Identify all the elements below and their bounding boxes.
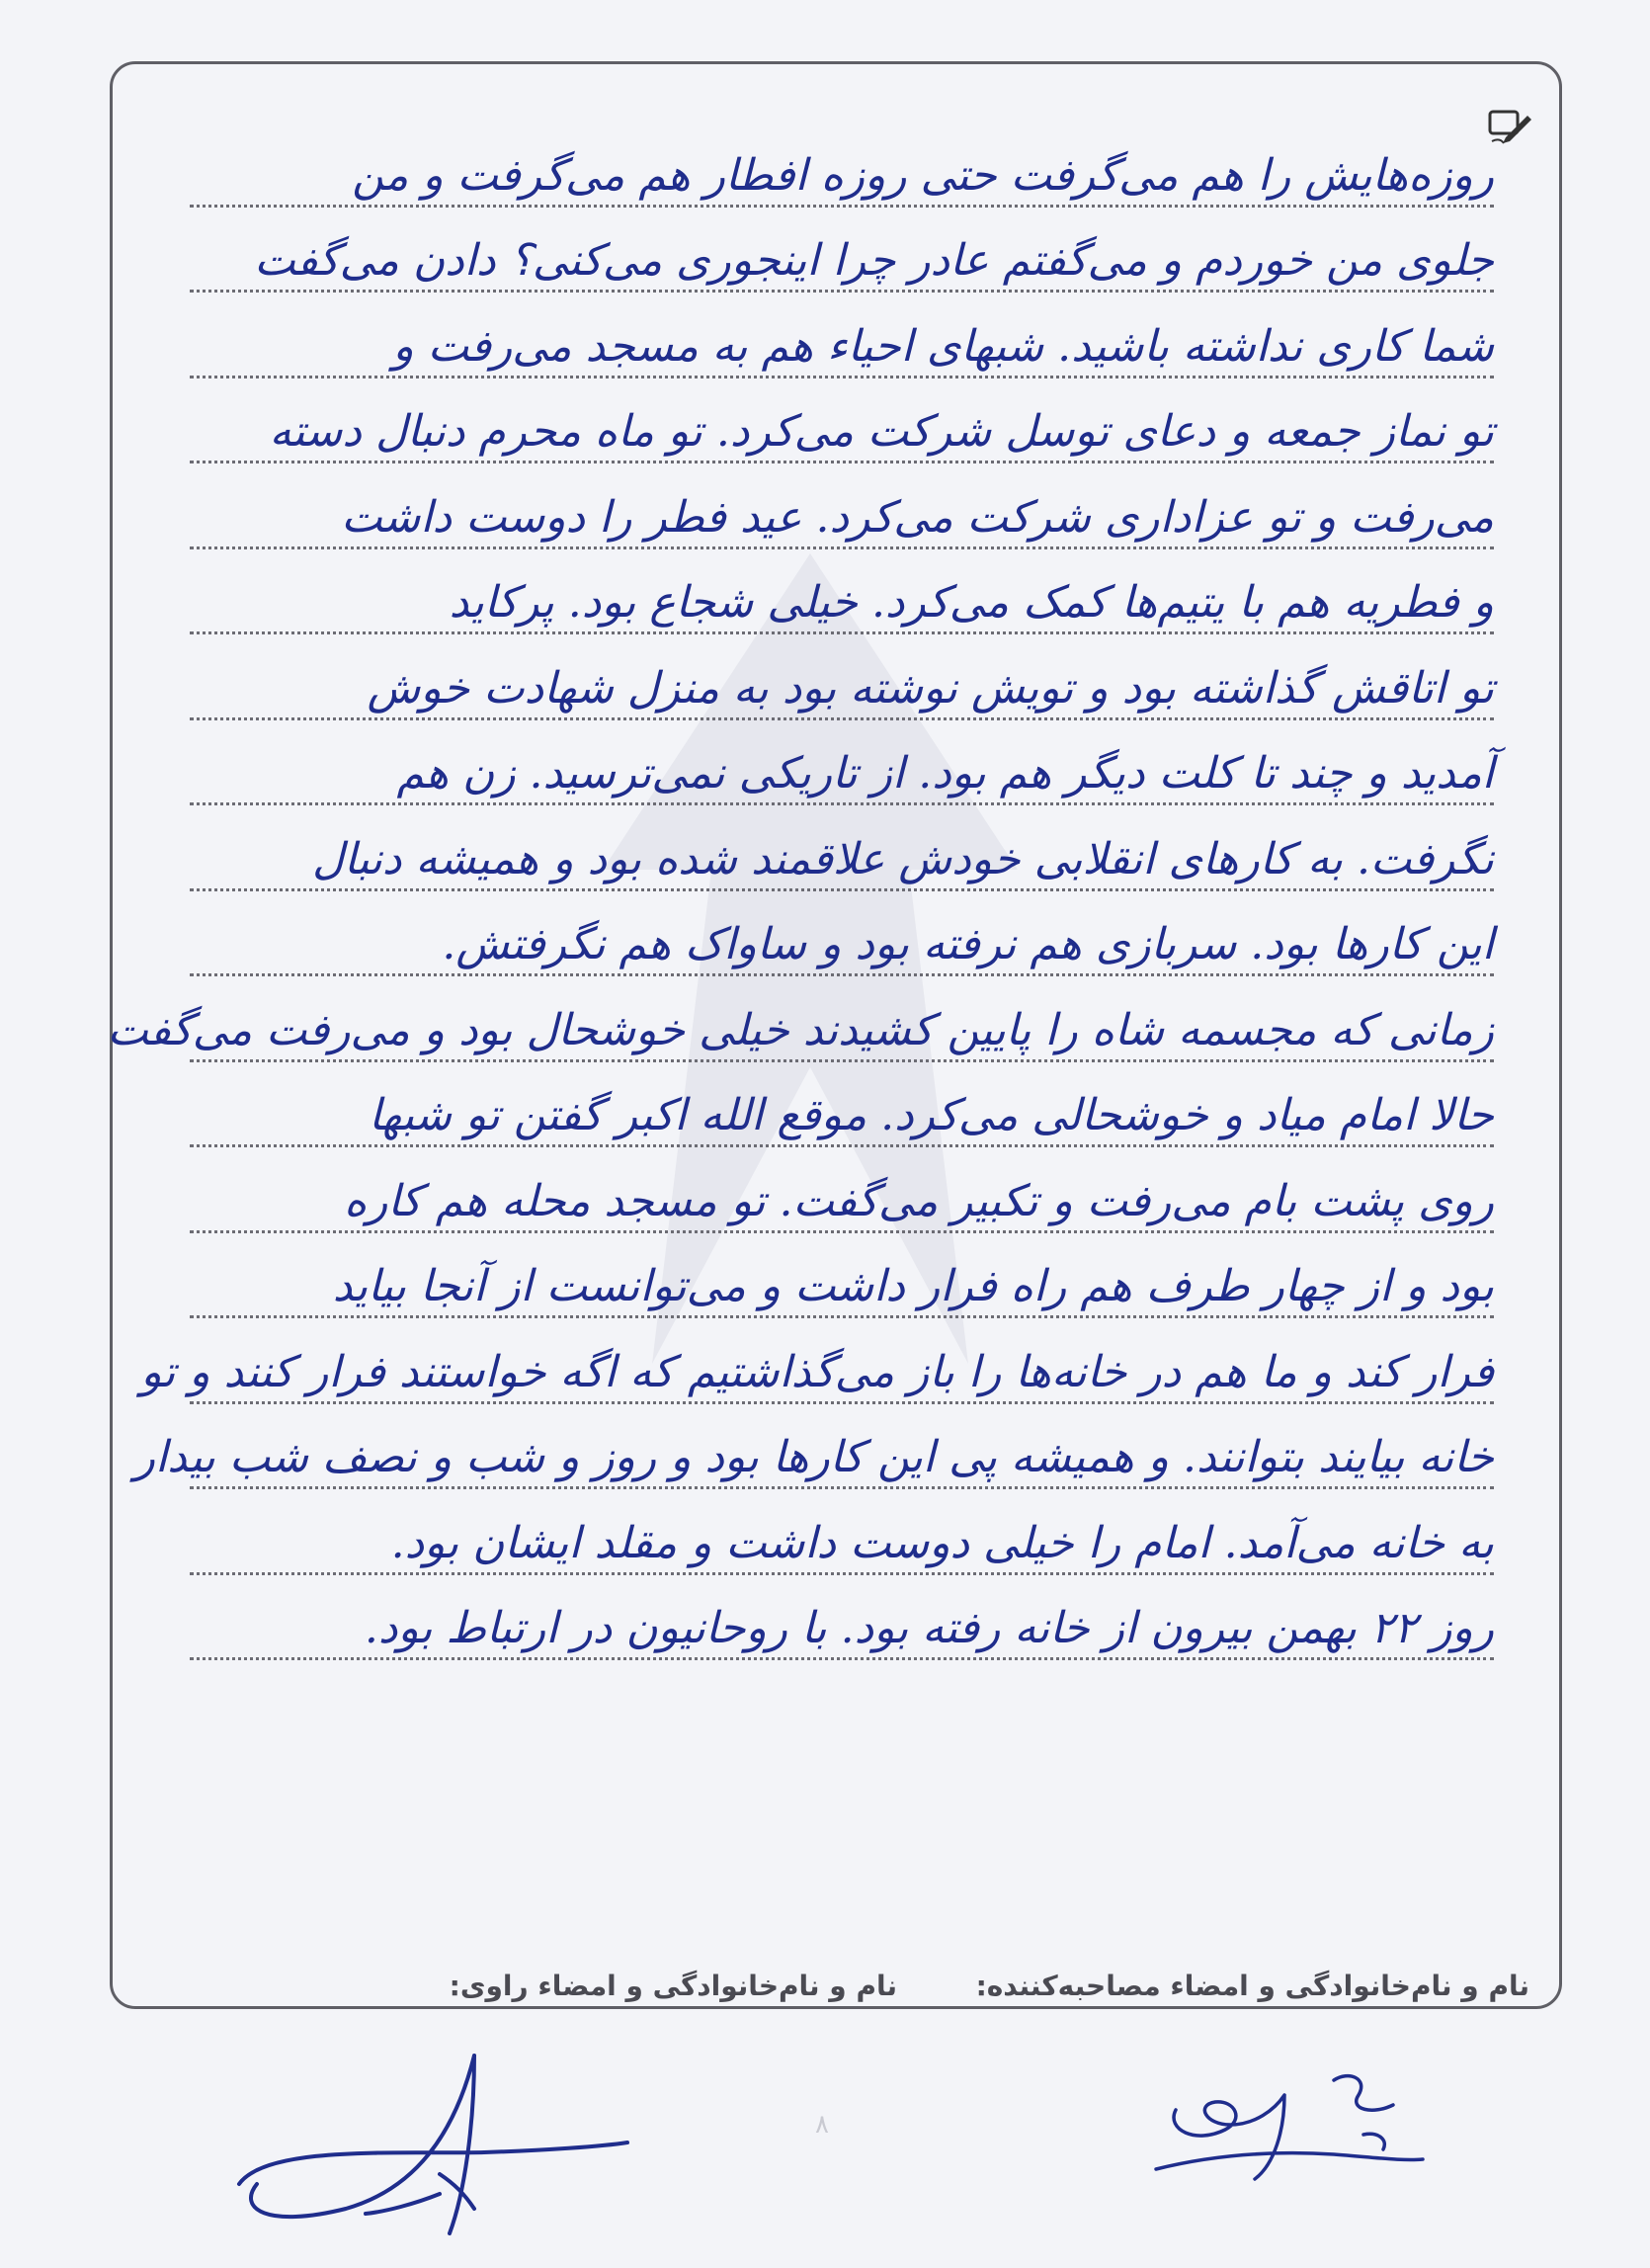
signature-labels	[113, 1970, 1559, 2019]
handwritten-line: حالا امام میاد و خوشحالی می‌کرد. موقع الله اکبر گفتن تو شبها	[369, 1090, 1494, 1140]
handwritten-line: و فطریه هم با یتیم‌ها کمک می‌کرد. خیلی شجاع بود. پرکاید	[449, 577, 1494, 628]
text-line	[190, 469, 1494, 555]
text-line	[190, 1239, 1494, 1325]
handwritten-line: تو نماز جمعه و دعای توسل شرکت می‌کرد. تو ماه محرم دنبال دسته	[269, 406, 1494, 457]
writing-frame	[107, 61, 1562, 2009]
text-line	[190, 127, 1494, 213]
handwritten-line: شما کاری نداشته باشید. شبهای احیاء هم به مسجد می‌رفت و	[392, 320, 1494, 372]
text-line	[190, 726, 1494, 812]
text-line	[190, 897, 1494, 983]
narrator-signature-label: نام و نام‌خانوادگی و امضاء راوی:	[449, 1970, 897, 2002]
page-number: ۸	[815, 2110, 829, 2140]
handwritten-line: روز ۲۲ بهمن بیرون از خانه رفته بود. با روحانیون در ارتباط بود.	[364, 1603, 1494, 1653]
handwritten-line: این کارها بود. سربازی هم نرفته بود و ساواک هم نگرفتش.	[442, 919, 1494, 969]
handwritten-line: آمدید و چند تا کلت دیگر هم بود. از تاریکی نمی‌ترسید. زن هم	[396, 748, 1494, 798]
text-line	[190, 1581, 1494, 1667]
text-line	[140, 1324, 1494, 1410]
text-line	[190, 640, 1494, 726]
text-line	[190, 298, 1494, 384]
handwritten-line: می‌رفت و تو عزاداری شرکت می‌کرد. عید فطر را دوست داشت	[341, 491, 1494, 543]
text-line	[190, 213, 1494, 299]
handwritten-line: خانه بیایند بتوانند. و همیشه پی این کارها بود و روز و شب و نصف شب بیدار	[133, 1432, 1494, 1482]
handwritten-line: زمانی که مجسمه شاه را پایین کشیدند خیلی خوشحال بود و می‌رفت می‌گفت	[107, 1004, 1494, 1055]
text-line	[107, 982, 1494, 1068]
text-line	[190, 1495, 1494, 1581]
text-line	[190, 811, 1494, 897]
text-line	[190, 1068, 1494, 1154]
handwritten-line: بود و از چهار طرف هم راه فرار داشت و می‌توانست از آنجا بیاید	[332, 1261, 1494, 1311]
handwritten-line: به خانه می‌آمد. امام را خیلی دوست داشت و مقلد ایشان بود.	[390, 1517, 1494, 1568]
handwritten-line: فرار کند و ما هم در خانه‌ها را باز می‌گذاشتیم که اگه خواستند فرار کنند و تو	[140, 1346, 1494, 1397]
handwritten-line: جلوی من خوردم و می‌گفتم عادر چرا اینجوری می‌کنی؟ دادن می‌گفت	[254, 235, 1494, 286]
text-line	[190, 384, 1494, 470]
handwritten-line: روزه‌هایش را هم می‌گرفت حتی روزه افطار هم می‌گرفت و من	[352, 149, 1494, 201]
handwritten-line: روی پشت بام می‌رفت و تکبیر می‌گفت. تو مسجد محله هم کاره	[344, 1175, 1494, 1226]
handwritten-text-block	[107, 127, 1494, 1666]
narrator-signature	[227, 2036, 652, 2263]
interviewer-signature	[1136, 2051, 1433, 2209]
text-line	[190, 555, 1494, 641]
text-line	[133, 1410, 1494, 1496]
handwritten-line: تو اتاقش گذاشته بود و تویش نوشته بود به منزل شهادت خوش	[367, 662, 1494, 714]
interviewer-signature-label: نام و نام‌خانوادگی و امضاء مصاحبه‌کننده:	[975, 1970, 1529, 2002]
pen-writing-icon	[1488, 108, 1533, 147]
handwritten-line: نگرفت. به کارهای انقلابی خودش علاقمند شده بود و همیشه دنبال	[312, 833, 1494, 884]
text-line	[190, 1153, 1494, 1239]
